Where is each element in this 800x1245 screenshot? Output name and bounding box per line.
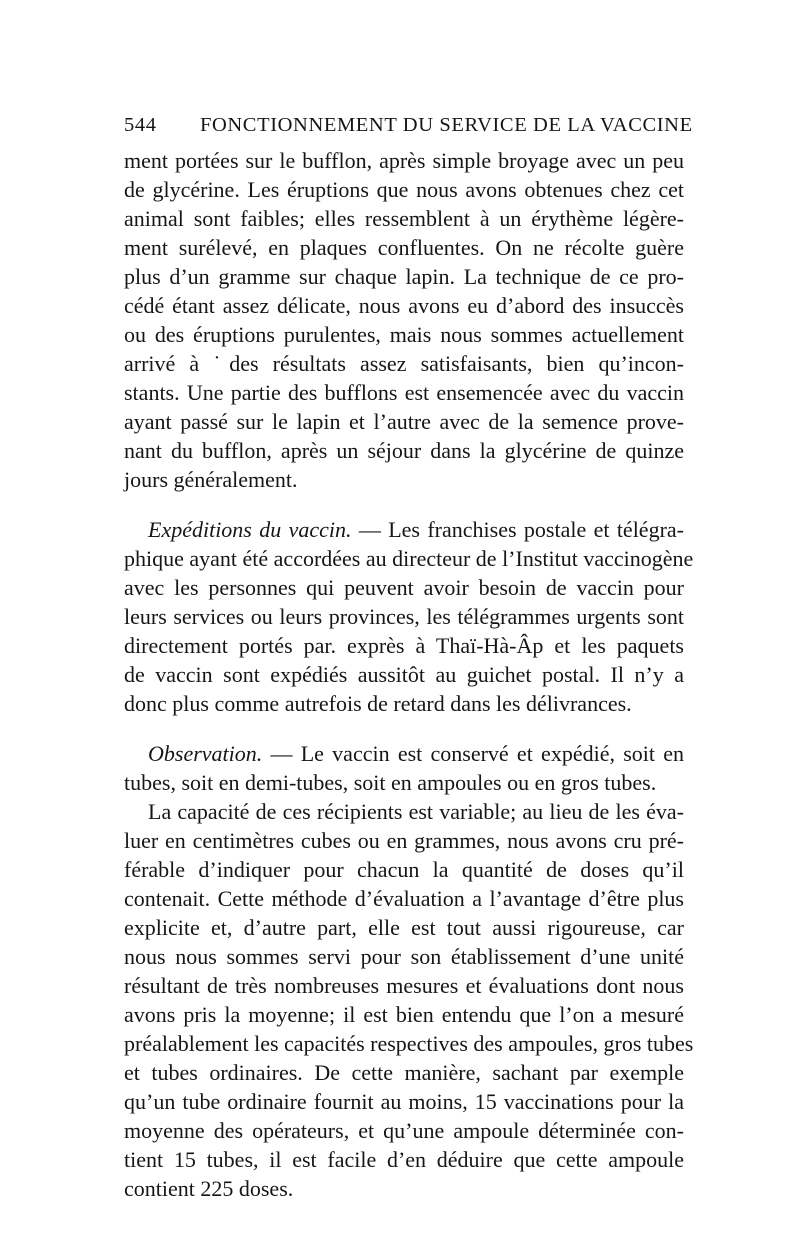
page-number: 544 (124, 114, 157, 136)
text-line: luer en centimètres cubes ou en grammes, nous avons cru pré- (124, 828, 684, 853)
text-line: ment portées sur le bufflon, après simple broyage avec un peu (124, 148, 684, 173)
text-line: tient 15 tubes, il est facile d’en déduire que cette ampoule (124, 1147, 684, 1172)
text-line: nant du bufflon, après un séjour dans la glycérine de quinze (124, 438, 684, 463)
text-line: nous nous sommes servi pour son établissement d’une unité (124, 944, 684, 969)
text-line: résultant de très nombreuses mesures et évaluations dont nous (124, 973, 684, 998)
text-line: cédé étant assez délicate, nous avons eu d’abord des insuccès (124, 293, 684, 318)
text-line: tubes, soit en demi-tubes, soit en ampoules ou en gros tubes. (124, 770, 657, 795)
text-line: préalablement les capacités respectives des ampoules, gros tubes (124, 1031, 694, 1056)
text-line: contenait. Cette méthode d’évaluation a l’avantage d’être plus (124, 886, 684, 911)
text-line: arrivé à ˙des résultats assez satisfaisants, bien qu’incon- (124, 351, 684, 376)
text-line: jours généralement. (124, 467, 298, 492)
running-header (124, 114, 693, 142)
text-line: plus d’un gramme sur chaque lapin. La technique de ce pro- (124, 264, 684, 289)
text-fragment: — Les franchises postale et télégra- (351, 517, 684, 542)
text-line: avons pris la moyenne; il est bien entendu que l’on a mesuré (124, 1002, 684, 1027)
text-line: ayant passé sur le lapin et l’autre avec de la semence prove- (124, 409, 684, 434)
text-line: explicite et, d’autre part, elle est tout aussi rigoureuse, car (124, 915, 684, 940)
text-line: stants. Une partie des bufflons est ensemencée avec du vaccin (124, 380, 684, 405)
text-line: moyenne des opérateurs, et qu’une ampoule déterminée con- (124, 1118, 684, 1143)
text-line: phique ayant été accordées au directeur de l’Institut vaccinogène (124, 546, 694, 571)
text-line: directement portés par. exprès à Thaï-Hà-Âp et les paquets (124, 633, 684, 658)
text-line: et tubes ordinaires. De cette manière, sachant par exemple (124, 1060, 684, 1085)
section-heading: Observation. (148, 741, 263, 766)
section-heading: Expéditions du vaccin. (148, 517, 352, 542)
text-line: qu’un tube ordinaire fournit au moins, 15 vaccinations pour la (124, 1089, 684, 1114)
text-line: de glycérine. Les éruptions que nous avons obtenues chez cet (124, 177, 684, 202)
text-line: contient 225 doses. (124, 1176, 294, 1201)
section-first-line (124, 739, 684, 768)
text-fragment: — Le vaccin est conservé et expédié, soit en (262, 741, 684, 766)
text-line: animal sont faibles; elles ressemblent à un érythème légère- (124, 206, 684, 231)
text-line: férable d’indiquer pour chacun la quantité de doses qu’il (124, 857, 684, 882)
text-line: ment surélevé, en plaques confluentes. On ne récolte guère (124, 235, 684, 260)
running-title: FONCTIONNEMENT DU SERVICE DE LA VACCINE (200, 114, 693, 136)
text-line: ou des éruptions purulentes, mais nous sommes actuellement (124, 322, 684, 347)
text-line: La capacité de ces récipients est variable; au lieu de les éva- (148, 799, 684, 824)
section-first-line (124, 515, 684, 544)
text-line: donc plus comme autrefois de retard dans les délivrances. (124, 691, 632, 716)
text-line: leurs services ou leurs provinces, les télégrammes urgents sont (124, 604, 684, 629)
text-line: avec les personnes qui peuvent avoir besoin de vaccin pour (124, 575, 684, 600)
text-line: de vaccin sont expédiés aussitôt au guichet postal. Il n’y a (124, 662, 684, 687)
